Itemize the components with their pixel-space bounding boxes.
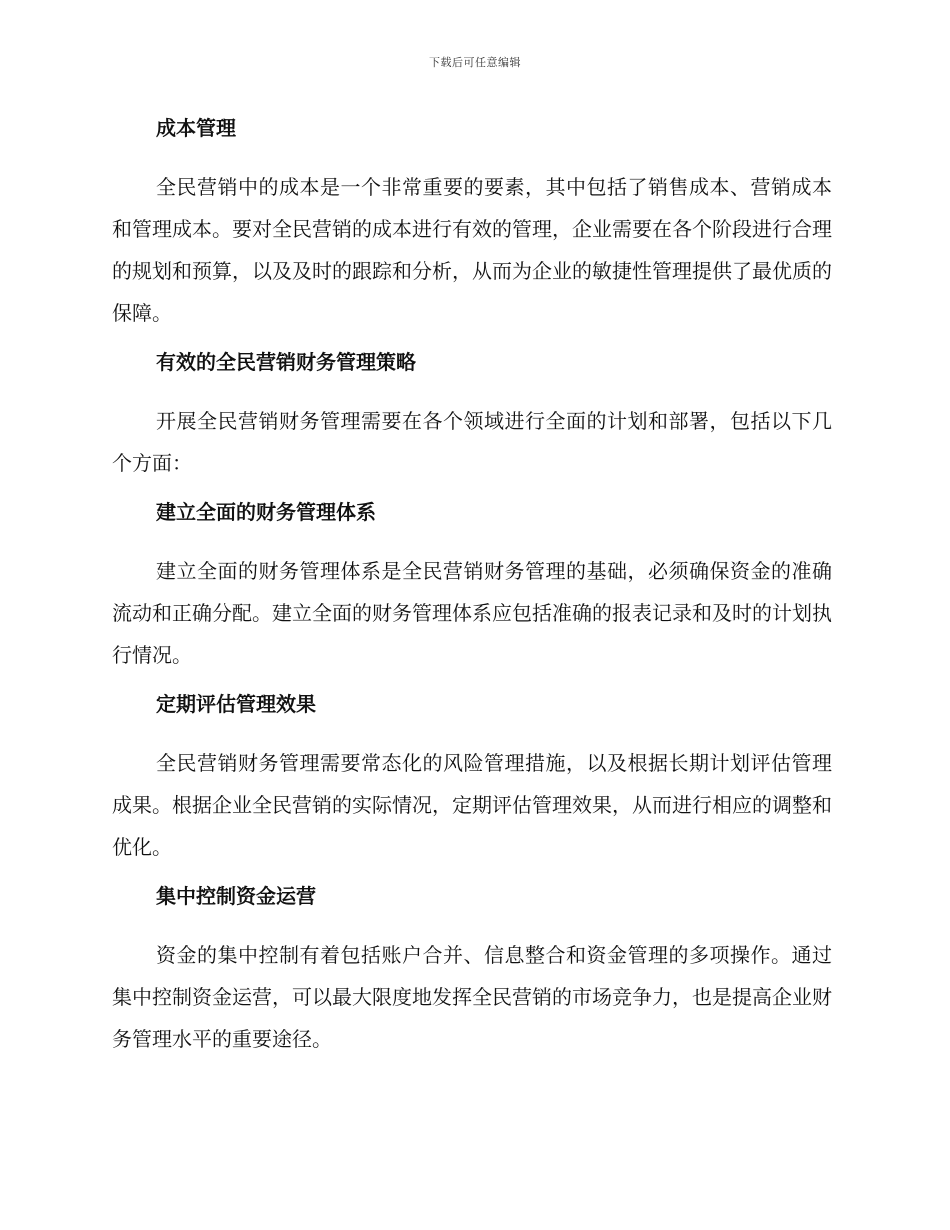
document-body (112, 112, 832, 1060)
section-heading-periodic-evaluation: 定期评估管理效果 (156, 692, 316, 716)
section-paragraph-fund-control: 资金的集中控制有着包括账户合并、信息整合和资金管理的多项操作。通过集中控制资金运营，可以最大限度地发挥全民营销的市场竞争力，也是提高企业财务管理水平的重要途径。 (112, 943, 832, 1051)
section-heading-cost-management: 成本管理 (156, 116, 236, 140)
section-paragraph-finance-strategy: 开展全民营销财务管理需要在各个领域进行全面的计划和部署，包括以下几个方面： (112, 409, 832, 475)
section-heading-finance-strategy: 有效的全民营销财务管理策略 (156, 350, 416, 374)
section-heading-finance-system: 建立全面的财务管理体系 (156, 500, 376, 524)
section-paragraph-cost-management: 全民营销中的成本是一个非常重要的要素，其中包括了销售成本、营销成本和管理成本。要对全民营销的成本进行有效的管理，企业需要在各个阶段进行合理的规划和预算，以及及时的跟踪和分析，从而为企业的敏捷性管理提供了最优质的保障。 (112, 175, 832, 325)
page-header-note: 下载后可任意编辑 (429, 56, 521, 69)
section-paragraph-finance-system: 建立全面的财务管理体系是全民营销财务管理的基础，必须确保资金的准确流动和正确分配。建立全面的财务管理体系应包括准确的报表记录和及时的计划执行情况。 (112, 559, 832, 667)
section-heading-fund-control: 集中控制资金运营 (156, 884, 316, 908)
section-paragraph-periodic-evaluation: 全民营销财务管理需要常态化的风险管理措施，以及根据长期计划评估管理成果。根据企业全民营销的实际情况，定期评估管理效果，从而进行相应的调整和优化。 (112, 751, 832, 859)
